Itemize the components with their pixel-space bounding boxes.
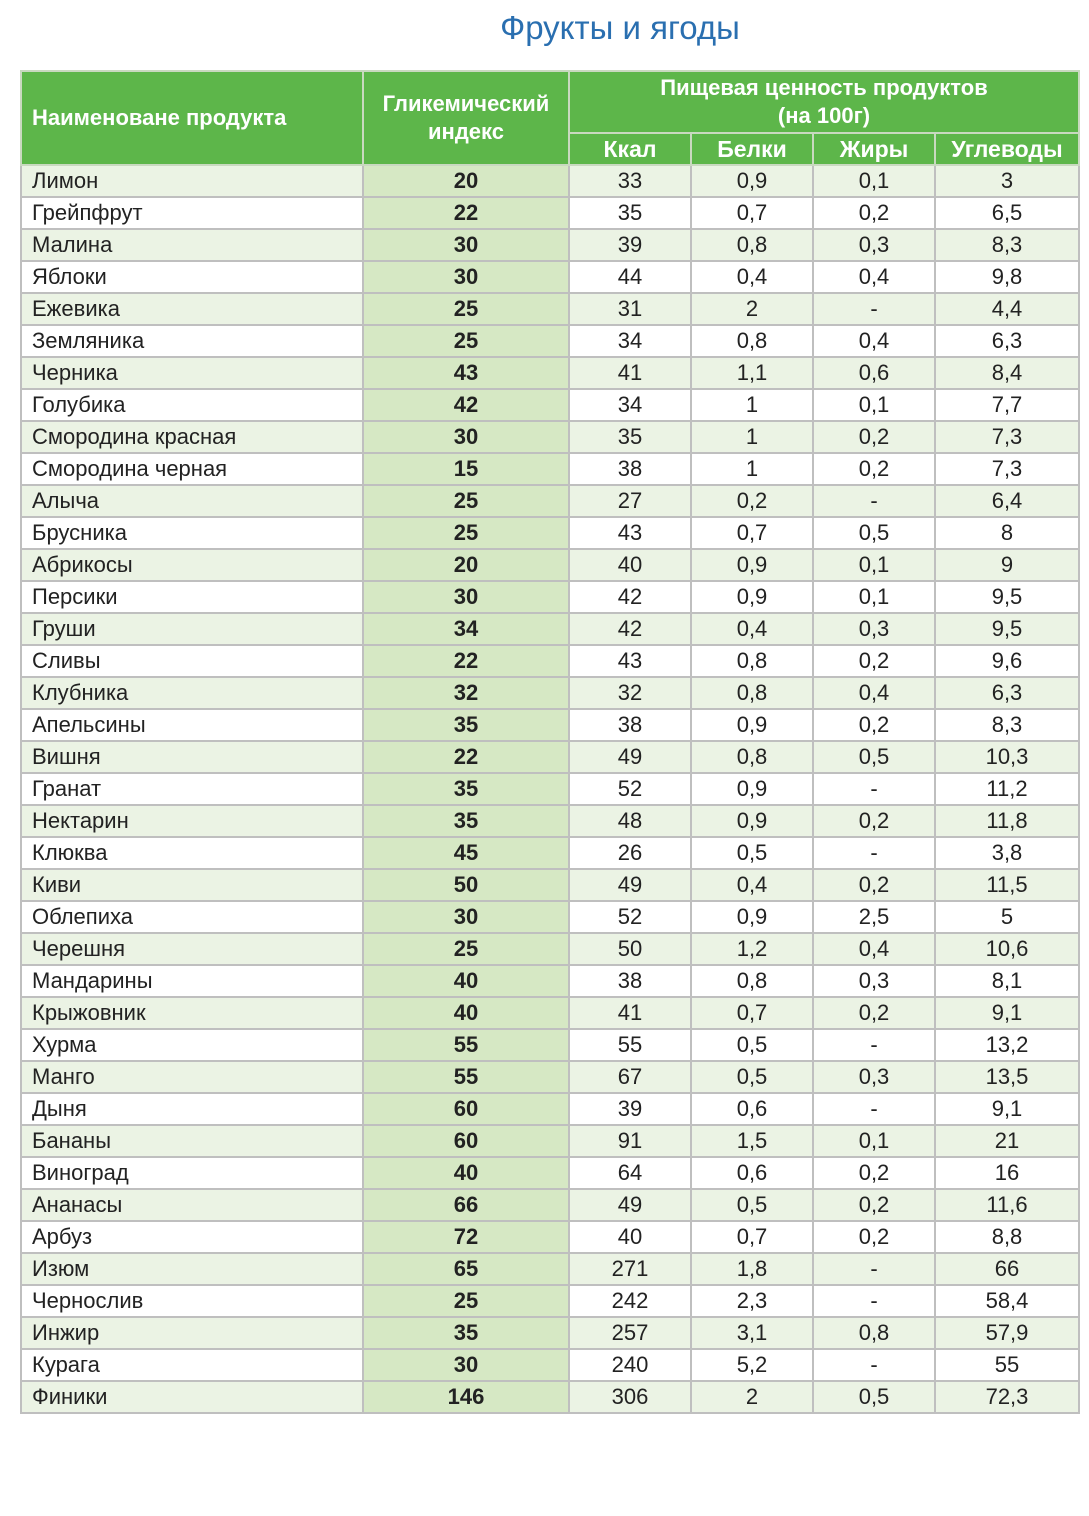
cell-fat: 0,5 xyxy=(813,741,935,773)
cell-protein: 1 xyxy=(691,421,813,453)
cell-carbs: 7,7 xyxy=(935,389,1079,421)
cell-glycemic-index: 50 xyxy=(363,869,569,901)
cell-carbs: 10,3 xyxy=(935,741,1079,773)
cell-kcal: 38 xyxy=(569,453,691,485)
cell-protein: 1,2 xyxy=(691,933,813,965)
cell-fat: - xyxy=(813,293,935,325)
cell-carbs: 55 xyxy=(935,1349,1079,1381)
cell-kcal: 31 xyxy=(569,293,691,325)
table-row xyxy=(21,357,1079,389)
cell-fat: 0,1 xyxy=(813,1125,935,1157)
cell-protein: 0,7 xyxy=(691,517,813,549)
table-row xyxy=(21,517,1079,549)
cell-glycemic-index: 65 xyxy=(363,1253,569,1285)
cell-kcal: 38 xyxy=(569,965,691,997)
table-row xyxy=(21,997,1079,1029)
cell-carbs: 11,6 xyxy=(935,1189,1079,1221)
cell-protein: 0,9 xyxy=(691,773,813,805)
cell-protein: 0,8 xyxy=(691,325,813,357)
cell-carbs: 16 xyxy=(935,1157,1079,1189)
cell-product-name: Грейпфрут xyxy=(21,197,363,229)
page-title: Фрукты и ягоды xyxy=(500,9,740,46)
cell-fat: 0,1 xyxy=(813,581,935,613)
cell-carbs: 3,8 xyxy=(935,837,1079,869)
cell-carbs: 13,5 xyxy=(935,1061,1079,1093)
cell-product-name: Сливы xyxy=(21,645,363,677)
cell-carbs: 8,4 xyxy=(935,357,1079,389)
table-row xyxy=(21,933,1079,965)
cell-kcal: 43 xyxy=(569,517,691,549)
header-product-name: Наименоване продукта xyxy=(21,71,363,165)
cell-fat: 0,2 xyxy=(813,421,935,453)
table-row xyxy=(21,901,1079,933)
cell-kcal: 42 xyxy=(569,613,691,645)
cell-carbs: 13,2 xyxy=(935,1029,1079,1061)
table-header xyxy=(21,71,1079,165)
nutrition-table xyxy=(20,70,1080,1414)
cell-carbs: 6,4 xyxy=(935,485,1079,517)
cell-product-name: Смородина черная xyxy=(21,453,363,485)
cell-fat: 0,2 xyxy=(813,453,935,485)
cell-carbs: 11,8 xyxy=(935,805,1079,837)
cell-glycemic-index: 55 xyxy=(363,1029,569,1061)
cell-fat: 0,2 xyxy=(813,1157,935,1189)
cell-kcal: 42 xyxy=(569,581,691,613)
cell-carbs: 9,5 xyxy=(935,581,1079,613)
cell-protein: 0,2 xyxy=(691,485,813,517)
cell-protein: 0,5 xyxy=(691,1029,813,1061)
header-glycemic-index xyxy=(363,71,569,165)
header-protein: Белки xyxy=(691,133,813,165)
cell-product-name: Нектарин xyxy=(21,805,363,837)
cell-protein: 0,4 xyxy=(691,613,813,645)
cell-fat: - xyxy=(813,1253,935,1285)
cell-product-name: Ежевика xyxy=(21,293,363,325)
header-kcal: Ккал xyxy=(569,133,691,165)
cell-product-name: Яблоки xyxy=(21,261,363,293)
cell-protein: 0,7 xyxy=(691,997,813,1029)
cell-glycemic-index: 25 xyxy=(363,485,569,517)
cell-product-name: Курага xyxy=(21,1349,363,1381)
table-row xyxy=(21,965,1079,997)
cell-fat: 0,2 xyxy=(813,197,935,229)
cell-glycemic-index: 15 xyxy=(363,453,569,485)
cell-fat: - xyxy=(813,1029,935,1061)
cell-product-name: Виноград xyxy=(21,1157,363,1189)
cell-protein: 1 xyxy=(691,389,813,421)
header-fat: Жиры xyxy=(813,133,935,165)
table-row xyxy=(21,773,1079,805)
cell-kcal: 257 xyxy=(569,1317,691,1349)
cell-glycemic-index: 20 xyxy=(363,165,569,197)
cell-kcal: 39 xyxy=(569,1093,691,1125)
cell-carbs: 8,3 xyxy=(935,229,1079,261)
cell-protein: 0,9 xyxy=(691,165,813,197)
header-nutrition-group xyxy=(569,71,1079,133)
table-row xyxy=(21,1253,1079,1285)
cell-fat: 0,2 xyxy=(813,645,935,677)
table-row xyxy=(21,1125,1079,1157)
cell-glycemic-index: 25 xyxy=(363,517,569,549)
cell-protein: 2 xyxy=(691,1381,813,1413)
cell-protein: 0,9 xyxy=(691,901,813,933)
cell-glycemic-index: 72 xyxy=(363,1221,569,1253)
cell-carbs: 9,1 xyxy=(935,1093,1079,1125)
cell-protein: 0,7 xyxy=(691,197,813,229)
cell-carbs: 5 xyxy=(935,901,1079,933)
table-row xyxy=(21,261,1079,293)
cell-carbs: 66 xyxy=(935,1253,1079,1285)
cell-protein: 0,8 xyxy=(691,965,813,997)
cell-fat: 0,2 xyxy=(813,805,935,837)
cell-kcal: 35 xyxy=(569,421,691,453)
cell-product-name: Груши xyxy=(21,613,363,645)
cell-glycemic-index: 25 xyxy=(363,293,569,325)
cell-glycemic-index: 55 xyxy=(363,1061,569,1093)
cell-glycemic-index: 43 xyxy=(363,357,569,389)
cell-glycemic-index: 60 xyxy=(363,1093,569,1125)
cell-product-name: Абрикосы xyxy=(21,549,363,581)
table-row xyxy=(21,837,1079,869)
cell-fat: 0,4 xyxy=(813,677,935,709)
table-row xyxy=(21,581,1079,613)
cell-kcal: 35 xyxy=(569,197,691,229)
cell-glycemic-index: 20 xyxy=(363,549,569,581)
header-group-line1: Пищевая ценность продуктов xyxy=(660,75,988,100)
cell-kcal: 67 xyxy=(569,1061,691,1093)
cell-product-name: Смородина красная xyxy=(21,421,363,453)
cell-fat: 0,2 xyxy=(813,997,935,1029)
table-row xyxy=(21,549,1079,581)
cell-carbs: 72,3 xyxy=(935,1381,1079,1413)
table-row xyxy=(21,325,1079,357)
cell-kcal: 52 xyxy=(569,773,691,805)
cell-protein: 0,9 xyxy=(691,805,813,837)
cell-glycemic-index: 40 xyxy=(363,997,569,1029)
cell-glycemic-index: 25 xyxy=(363,325,569,357)
cell-fat: 0,4 xyxy=(813,325,935,357)
cell-fat: 0,6 xyxy=(813,357,935,389)
table-row xyxy=(21,677,1079,709)
cell-glycemic-index: 35 xyxy=(363,805,569,837)
cell-product-name: Чернослив xyxy=(21,1285,363,1317)
nutrition-table-container xyxy=(20,70,1078,1414)
cell-product-name: Брусника xyxy=(21,517,363,549)
cell-protein: 0,6 xyxy=(691,1093,813,1125)
cell-protein: 1 xyxy=(691,453,813,485)
cell-protein: 0,8 xyxy=(691,677,813,709)
cell-kcal: 48 xyxy=(569,805,691,837)
cell-product-name: Ананасы xyxy=(21,1189,363,1221)
cell-fat: 0,2 xyxy=(813,1221,935,1253)
cell-kcal: 271 xyxy=(569,1253,691,1285)
cell-carbs: 3 xyxy=(935,165,1079,197)
cell-product-name: Персики xyxy=(21,581,363,613)
cell-glycemic-index: 30 xyxy=(363,581,569,613)
cell-fat: 0,5 xyxy=(813,1381,935,1413)
cell-glycemic-index: 40 xyxy=(363,1157,569,1189)
cell-carbs: 11,5 xyxy=(935,869,1079,901)
cell-protein: 0,8 xyxy=(691,741,813,773)
cell-fat: 0,3 xyxy=(813,229,935,261)
table-row xyxy=(21,1189,1079,1221)
table-row xyxy=(21,229,1079,261)
cell-glycemic-index: 35 xyxy=(363,773,569,805)
cell-carbs: 57,9 xyxy=(935,1317,1079,1349)
cell-product-name: Черешня xyxy=(21,933,363,965)
cell-carbs: 8,8 xyxy=(935,1221,1079,1253)
cell-protein: 0,5 xyxy=(691,1189,813,1221)
cell-kcal: 26 xyxy=(569,837,691,869)
cell-fat: - xyxy=(813,1285,935,1317)
cell-glycemic-index: 22 xyxy=(363,741,569,773)
cell-glycemic-index: 146 xyxy=(363,1381,569,1413)
cell-carbs: 8,3 xyxy=(935,709,1079,741)
cell-kcal: 91 xyxy=(569,1125,691,1157)
cell-kcal: 52 xyxy=(569,901,691,933)
cell-glycemic-index: 32 xyxy=(363,677,569,709)
table-row xyxy=(21,869,1079,901)
cell-glycemic-index: 25 xyxy=(363,1285,569,1317)
table-row xyxy=(21,293,1079,325)
cell-protein: 5,2 xyxy=(691,1349,813,1381)
cell-glycemic-index: 25 xyxy=(363,933,569,965)
cell-kcal: 40 xyxy=(569,1221,691,1253)
cell-kcal: 49 xyxy=(569,869,691,901)
cell-carbs: 7,3 xyxy=(935,453,1079,485)
cell-protein: 3,1 xyxy=(691,1317,813,1349)
cell-product-name: Алыча xyxy=(21,485,363,517)
table-row xyxy=(21,613,1079,645)
cell-fat: - xyxy=(813,485,935,517)
table-row xyxy=(21,1093,1079,1125)
cell-fat: - xyxy=(813,1093,935,1125)
cell-fat: - xyxy=(813,773,935,805)
cell-fat: 0,2 xyxy=(813,709,935,741)
header-gi-line2: индекс xyxy=(428,119,504,144)
table-row xyxy=(21,165,1079,197)
table-row xyxy=(21,197,1079,229)
cell-glycemic-index: 40 xyxy=(363,965,569,997)
cell-product-name: Облепиха xyxy=(21,901,363,933)
cell-kcal: 55 xyxy=(569,1029,691,1061)
cell-fat: 0,3 xyxy=(813,613,935,645)
cell-protein: 1,5 xyxy=(691,1125,813,1157)
cell-glycemic-index: 22 xyxy=(363,197,569,229)
cell-glycemic-index: 34 xyxy=(363,613,569,645)
table-row xyxy=(21,1285,1079,1317)
cell-kcal: 306 xyxy=(569,1381,691,1413)
cell-carbs: 7,3 xyxy=(935,421,1079,453)
cell-protein: 0,9 xyxy=(691,549,813,581)
cell-glycemic-index: 66 xyxy=(363,1189,569,1221)
cell-product-name: Арбуз xyxy=(21,1221,363,1253)
cell-product-name: Финики xyxy=(21,1381,363,1413)
cell-product-name: Гранат xyxy=(21,773,363,805)
cell-protein: 2,3 xyxy=(691,1285,813,1317)
cell-protein: 1,1 xyxy=(691,357,813,389)
table-row xyxy=(21,805,1079,837)
cell-carbs: 9 xyxy=(935,549,1079,581)
cell-fat: 0,3 xyxy=(813,1061,935,1093)
cell-kcal: 64 xyxy=(569,1157,691,1189)
cell-product-name: Черника xyxy=(21,357,363,389)
cell-kcal: 242 xyxy=(569,1285,691,1317)
table-row xyxy=(21,741,1079,773)
cell-product-name: Хурма xyxy=(21,1029,363,1061)
cell-carbs: 6,3 xyxy=(935,677,1079,709)
cell-product-name: Земляника xyxy=(21,325,363,357)
table-row xyxy=(21,1317,1079,1349)
cell-carbs: 11,2 xyxy=(935,773,1079,805)
cell-kcal: 33 xyxy=(569,165,691,197)
cell-fat: 0,1 xyxy=(813,389,935,421)
cell-fat: 0,2 xyxy=(813,1189,935,1221)
cell-protein: 0,9 xyxy=(691,709,813,741)
cell-protein: 0,8 xyxy=(691,229,813,261)
cell-product-name: Клубника xyxy=(21,677,363,709)
cell-glycemic-index: 30 xyxy=(363,229,569,261)
cell-kcal: 41 xyxy=(569,357,691,389)
cell-product-name: Лимон xyxy=(21,165,363,197)
cell-kcal: 40 xyxy=(569,549,691,581)
cell-carbs: 21 xyxy=(935,1125,1079,1157)
cell-product-name: Клюква xyxy=(21,837,363,869)
cell-protein: 0,9 xyxy=(691,581,813,613)
cell-glycemic-index: 45 xyxy=(363,837,569,869)
cell-product-name: Крыжовник xyxy=(21,997,363,1029)
cell-carbs: 58,4 xyxy=(935,1285,1079,1317)
cell-fat: - xyxy=(813,837,935,869)
cell-protein: 0,5 xyxy=(691,1061,813,1093)
table-row xyxy=(21,1381,1079,1413)
table-body xyxy=(21,165,1079,1413)
cell-kcal: 27 xyxy=(569,485,691,517)
table-row xyxy=(21,453,1079,485)
cell-glycemic-index: 30 xyxy=(363,1349,569,1381)
cell-kcal: 34 xyxy=(569,325,691,357)
cell-carbs: 10,6 xyxy=(935,933,1079,965)
cell-kcal: 240 xyxy=(569,1349,691,1381)
cell-glycemic-index: 30 xyxy=(363,901,569,933)
table-row xyxy=(21,389,1079,421)
cell-carbs: 4,4 xyxy=(935,293,1079,325)
cell-fat: 0,5 xyxy=(813,517,935,549)
cell-carbs: 8,1 xyxy=(935,965,1079,997)
cell-fat: 0,1 xyxy=(813,549,935,581)
cell-glycemic-index: 30 xyxy=(363,261,569,293)
table-row xyxy=(21,1061,1079,1093)
cell-carbs: 6,5 xyxy=(935,197,1079,229)
cell-protein: 0,8 xyxy=(691,645,813,677)
cell-glycemic-index: 22 xyxy=(363,645,569,677)
table-row xyxy=(21,1157,1079,1189)
table-row xyxy=(21,709,1079,741)
cell-product-name: Мандарины xyxy=(21,965,363,997)
table-row xyxy=(21,645,1079,677)
cell-carbs: 9,1 xyxy=(935,997,1079,1029)
cell-product-name: Киви xyxy=(21,869,363,901)
cell-fat: 0,4 xyxy=(813,261,935,293)
header-group-line2: (на 100г) xyxy=(777,103,871,128)
cell-fat: 0,4 xyxy=(813,933,935,965)
cell-protein: 0,4 xyxy=(691,869,813,901)
cell-carbs: 9,8 xyxy=(935,261,1079,293)
cell-glycemic-index: 35 xyxy=(363,1317,569,1349)
cell-protein: 0,5 xyxy=(691,837,813,869)
cell-product-name: Бананы xyxy=(21,1125,363,1157)
cell-carbs: 9,5 xyxy=(935,613,1079,645)
cell-kcal: 39 xyxy=(569,229,691,261)
cell-product-name: Апельсины xyxy=(21,709,363,741)
cell-kcal: 44 xyxy=(569,261,691,293)
cell-fat: - xyxy=(813,1349,935,1381)
table-row xyxy=(21,1349,1079,1381)
cell-kcal: 41 xyxy=(569,997,691,1029)
header-gi-line1: Гликемический xyxy=(382,91,550,116)
cell-protein: 0,4 xyxy=(691,261,813,293)
cell-fat: 0,3 xyxy=(813,965,935,997)
cell-kcal: 38 xyxy=(569,709,691,741)
table-row xyxy=(21,485,1079,517)
cell-product-name: Малина xyxy=(21,229,363,261)
cell-protein: 0,7 xyxy=(691,1221,813,1253)
cell-fat: 0,8 xyxy=(813,1317,935,1349)
cell-kcal: 50 xyxy=(569,933,691,965)
table-row xyxy=(21,421,1079,453)
cell-glycemic-index: 42 xyxy=(363,389,569,421)
cell-glycemic-index: 35 xyxy=(363,709,569,741)
cell-product-name: Голубика xyxy=(21,389,363,421)
cell-product-name: Изюм xyxy=(21,1253,363,1285)
cell-product-name: Инжир xyxy=(21,1317,363,1349)
cell-kcal: 34 xyxy=(569,389,691,421)
cell-protein: 0,6 xyxy=(691,1157,813,1189)
table-row xyxy=(21,1029,1079,1061)
cell-fat: 2,5 xyxy=(813,901,935,933)
cell-protein: 2 xyxy=(691,293,813,325)
cell-glycemic-index: 60 xyxy=(363,1125,569,1157)
cell-glycemic-index: 30 xyxy=(363,421,569,453)
cell-carbs: 6,3 xyxy=(935,325,1079,357)
cell-kcal: 32 xyxy=(569,677,691,709)
cell-carbs: 9,6 xyxy=(935,645,1079,677)
table-row xyxy=(21,1221,1079,1253)
cell-product-name: Вишня xyxy=(21,741,363,773)
cell-kcal: 43 xyxy=(569,645,691,677)
cell-product-name: Манго xyxy=(21,1061,363,1093)
cell-kcal: 49 xyxy=(569,741,691,773)
cell-fat: 0,2 xyxy=(813,869,935,901)
cell-carbs: 8 xyxy=(935,517,1079,549)
cell-fat: 0,1 xyxy=(813,165,935,197)
cell-product-name: Дыня xyxy=(21,1093,363,1125)
header-carbs: Углеводы xyxy=(935,133,1079,165)
cell-protein: 1,8 xyxy=(691,1253,813,1285)
cell-kcal: 49 xyxy=(569,1189,691,1221)
